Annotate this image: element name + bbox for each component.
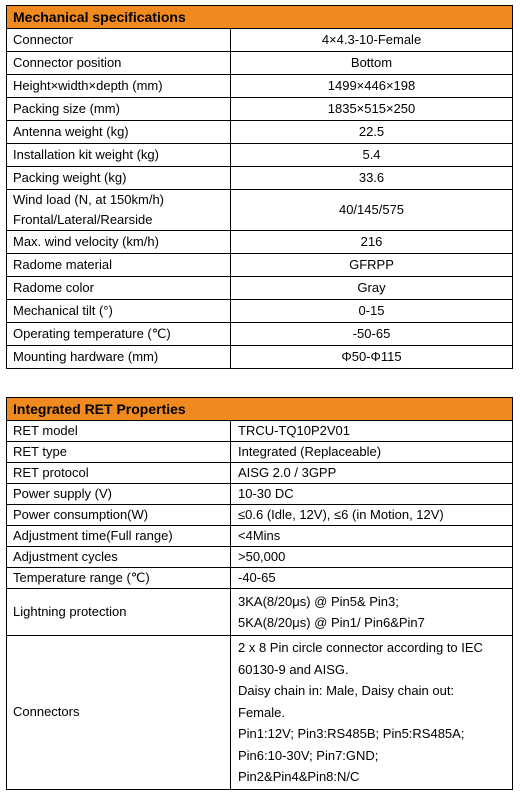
table-row: [7, 75, 513, 98]
table-row: [7, 323, 513, 346]
spec-value: 1835×515×250: [231, 98, 513, 121]
spec-value: 0-15: [231, 300, 513, 323]
table-header-row: [7, 6, 513, 29]
table-row: [7, 589, 513, 636]
spec-label: Operating temperature (℃): [7, 323, 231, 346]
spec-value-line: 2 x 8 Pin circle connector according to IEC: [238, 640, 483, 655]
spec-label: Installation kit weight (kg): [7, 144, 231, 167]
spec-label: Connector: [7, 29, 231, 52]
spec-label-line: Frontal/Lateral/Rearside: [13, 212, 153, 227]
spec-value: <4Mins: [231, 526, 513, 547]
spec-value: [231, 589, 513, 636]
spec-value: GFRPP: [231, 254, 513, 277]
integrated-ret-properties-title: Integrated RET Properties: [7, 398, 513, 421]
spec-label: Adjustment time(Full range): [7, 526, 231, 547]
spec-label: [7, 190, 231, 231]
spec-value: 216: [231, 231, 513, 254]
table-row: [7, 505, 513, 526]
mechanical-specifications-table: [6, 5, 513, 369]
table-row: [7, 29, 513, 52]
table-row: [7, 484, 513, 505]
spec-value: 33.6: [231, 167, 513, 190]
table-row: [7, 144, 513, 167]
spec-value: 1499×446×198: [231, 75, 513, 98]
spec-label: Packing size (mm): [7, 98, 231, 121]
spec-value: 4×4.3-10-Female: [231, 29, 513, 52]
table-row: [7, 568, 513, 589]
spec-label: Mechanical tilt (°): [7, 300, 231, 323]
spec-label: Adjustment cycles: [7, 547, 231, 568]
spec-value: ≤0.6 (Idle, 12V), ≤6 (in Motion, 12V): [231, 505, 513, 526]
spec-value: -50-65: [231, 323, 513, 346]
spec-value-line: 5KA(8/20μs) @ Pin1/ Pin6&Pin7: [238, 615, 425, 630]
spec-value: Φ50-Φ115: [231, 346, 513, 369]
table-row: [7, 98, 513, 121]
integrated-ret-properties-table: [6, 397, 513, 790]
spec-value-line: Pin1:12V; Pin3:RS485B; Pin5:RS485A;: [238, 726, 465, 741]
table-row: [7, 300, 513, 323]
spec-value: 22.5: [231, 121, 513, 144]
table-row: [7, 442, 513, 463]
spec-value-line: 3KA(8/20μs) @ Pin5& Pin3;: [238, 593, 399, 609]
spec-value-line: 60130-9 and AISG.: [238, 661, 349, 677]
spec-label: Mounting hardware (mm): [7, 346, 231, 369]
spec-label: Connector position: [7, 52, 231, 75]
spec-value: 10-30 DC: [231, 484, 513, 505]
spec-label: Lightning protection: [7, 589, 231, 636]
spec-value-line: Pin2&Pin4&Pin8:N/C: [238, 769, 360, 784]
spec-label: Power consumption(W): [7, 505, 231, 526]
spec-value: Gray: [231, 277, 513, 300]
table-row: [7, 167, 513, 190]
spec-label: Antenna weight (kg): [7, 121, 231, 144]
spec-value-line: Pin6:10-30V; Pin7:GND;: [238, 747, 379, 763]
spec-label: RET model: [7, 421, 231, 442]
table-row: [7, 526, 513, 547]
spec-value: -40-65: [231, 568, 513, 589]
spec-label: Height×width×depth (mm): [7, 75, 231, 98]
spec-label: RET type: [7, 442, 231, 463]
table-row: [7, 463, 513, 484]
table-row: [7, 346, 513, 369]
spec-label: Power supply (V): [7, 484, 231, 505]
spec-label: Radome material: [7, 254, 231, 277]
spec-value: 40/145/575: [231, 190, 513, 231]
table-row: [7, 190, 513, 231]
spec-label: Radome color: [7, 277, 231, 300]
spec-label: RET protocol: [7, 463, 231, 484]
spec-label: Temperature range (℃): [7, 568, 231, 589]
spec-value: [231, 636, 513, 790]
mechanical-specifications-title: Mechanical specifications: [7, 6, 513, 29]
table-header-row: [7, 398, 513, 421]
table-row: [7, 547, 513, 568]
table-row: [7, 254, 513, 277]
spec-value: Integrated (Replaceable): [231, 442, 513, 463]
spec-value: 5.4: [231, 144, 513, 167]
spec-value-line: Daisy chain in: Male, Daisy chain out:: [238, 683, 455, 698]
table-row: [7, 121, 513, 144]
table-row: [7, 636, 513, 790]
spec-label: Connectors: [7, 636, 231, 790]
table-row: [7, 231, 513, 254]
spec-value: AISG 2.0 / 3GPP: [231, 463, 513, 484]
spec-label: Packing weight (kg): [7, 167, 231, 190]
spec-value: >50,000: [231, 547, 513, 568]
spec-label-line: Wind load (N, at 150km/h): [13, 192, 165, 207]
spec-value: Bottom: [231, 52, 513, 75]
spec-label: Max. wind velocity (km/h): [7, 231, 231, 254]
table-row: [7, 52, 513, 75]
spec-value: TRCU-TQ10P2V01: [231, 421, 513, 442]
spec-value-line: Female.: [238, 704, 285, 720]
table-row: [7, 421, 513, 442]
table-row: [7, 277, 513, 300]
